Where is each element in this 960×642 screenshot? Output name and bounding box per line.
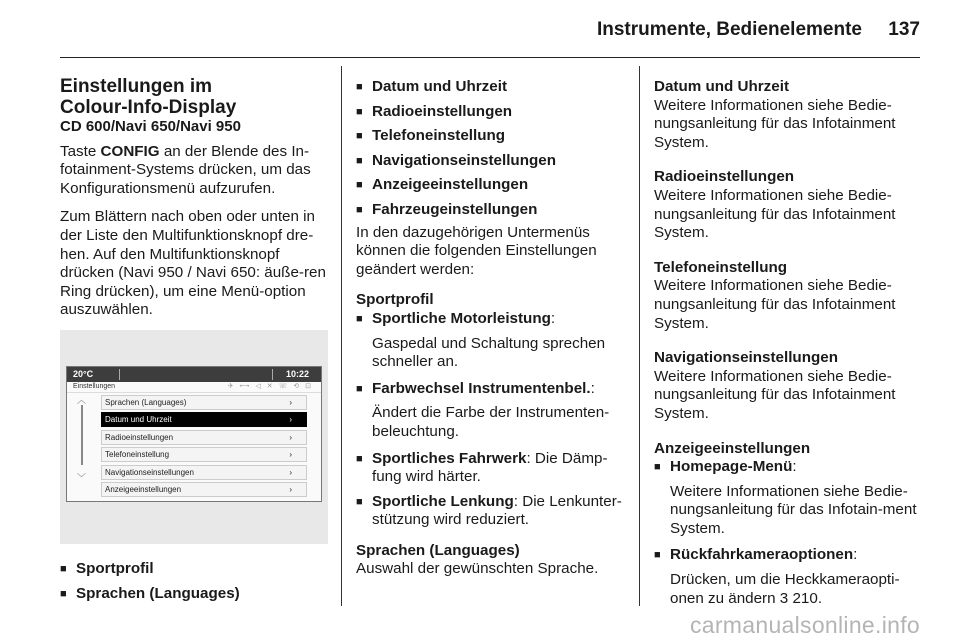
chevron-right-icon: ›: [289, 467, 292, 477]
bullet-icon: ■: [356, 495, 363, 508]
list-item: [654, 458, 922, 477]
menu-title: Einstellungen: [73, 382, 116, 390]
column-divider-2: [639, 66, 640, 606]
option-description: [670, 571, 922, 608]
option-label: Sportliches Fahrwerk: [372, 449, 527, 467]
radio-text: Weitere Informationen siehe Bedie-nungsanleitung für das Infotainment System.: [654, 186, 896, 242]
option-sep: :: [590, 379, 595, 397]
navigation-text: Weitere Informationen siehe Bedie-nungsanleitung für das Infotainment System.: [654, 367, 896, 422]
navigation-heading: Navigationseinstellungen: [654, 349, 838, 367]
section-title-line-1: Einstellungen im: [60, 76, 213, 97]
status-separator: [119, 369, 120, 380]
list-item: [356, 127, 624, 146]
date-time-text: Weitere Informationen siehe Bedie-nungsanleitung für das Infotainment System.: [654, 96, 896, 151]
menu-item-label: Sprachen (Languages): [105, 397, 187, 407]
section-title: [60, 76, 328, 118]
list-item-label: Datum und Uhrzeit: [372, 78, 507, 95]
list-item-label: Sprachen (Languages): [76, 584, 240, 602]
page-header: [60, 0, 920, 58]
page-reference[interactable]: 210: [792, 589, 818, 607]
bullet-icon: ■: [356, 312, 363, 325]
option-description-text: Drücken, um die Heckkameraopti-onen zu ändern: [670, 571, 900, 607]
option-label: Rückfahrkameraoptionen: [670, 546, 854, 564]
chevron-right-icon: ›: [289, 485, 292, 495]
option-sep: :: [526, 449, 531, 467]
column-2: [356, 78, 624, 579]
scrollbar[interactable]: [81, 405, 83, 465]
menu-item-display[interactable]: [101, 482, 307, 497]
header-title: Instrumente, Bedienelemente: [596, 19, 862, 40]
menu-item-label: Navigationseinstellungen: [105, 467, 194, 477]
config-key: CONFIG: [100, 142, 160, 160]
chevron-right-icon: ›: [289, 432, 292, 442]
bullet-icon: ■: [356, 452, 363, 465]
list-item-label: Fahrzeugeinstellungen: [372, 200, 538, 218]
option-inline-text: Die Dämp-fung wird härter.: [372, 449, 608, 486]
option-description: Weitere Informationen siehe Bedie-nungsanleitung für das Infotain-ment System.: [670, 482, 917, 537]
section-title-line-2: Colour-Info-Display: [60, 97, 237, 118]
column-3: [654, 78, 922, 616]
option-sep: :: [550, 309, 556, 327]
chevron-right-icon: ›: [289, 450, 292, 460]
menu-item-label: Anzeigeeinstellungen: [105, 485, 182, 495]
option-description: Ändert die Farbe der Instrumenten-beleuchtung.: [372, 404, 610, 440]
languages-heading: Sprachen (Languages): [356, 541, 520, 559]
list-item: [356, 450, 624, 487]
option-sep: :: [853, 546, 858, 564]
list-item-label: Navigationseinstellungen: [372, 151, 556, 169]
list-item: [356, 310, 624, 329]
scroll-paragraph: Zum Blättern nach oben oder unten in der Liste den Multifunktionsknopf dre-hen. Auf den Multifunktionsknopf drücken (Navi 950 / Navi 650: äuße-ren Ring drücken), um eine Menü-option auszuwählen.: [60, 208, 326, 319]
bullet-icon: ■: [356, 203, 363, 216]
header-rule: [60, 57, 920, 58]
display-screenshot: [60, 330, 328, 544]
bullet-icon: ■: [60, 587, 67, 600]
option-inline-text: Die Lenkunter-stützung wird reduziert.: [372, 492, 622, 529]
option-label: Sportliche Motorleistung: [372, 309, 551, 327]
sportprofil-heading: Sportprofil: [356, 291, 434, 309]
option-description: Gaspedal und Schaltung sprechen schneller an.: [372, 334, 606, 371]
column-1: [60, 64, 328, 609]
list-item: [356, 103, 624, 122]
settings-menu-list: [101, 395, 307, 500]
list-item: [356, 493, 624, 530]
bullet-icon: ■: [356, 179, 363, 192]
bullet-icon: ■: [356, 81, 363, 93]
bullet-icon: ■: [356, 130, 363, 143]
menu-item-radio[interactable]: [101, 430, 307, 445]
chevron-right-icon: ›: [289, 415, 292, 425]
watermark: carmanualsonline.info: [689, 612, 920, 638]
radio-heading: Radioeinstellungen: [654, 168, 795, 186]
config-paragraph: [60, 143, 328, 199]
list-item-label: Telefoneinstellung: [372, 127, 506, 145]
menu-item-label: Datum und Uhrzeit: [105, 415, 172, 425]
model-subtitle: CD 600/Navi 650/Navi 950: [60, 118, 241, 135]
bullet-icon: ■: [654, 549, 661, 562]
menu-item-phone[interactable]: [101, 447, 307, 462]
config-text-post: an der Blende des In-fotainment-Systems drücken, um das Konfigurationsmenü aufzurufen.: [60, 142, 311, 197]
list-item: [356, 380, 624, 399]
status-icons: ✈ ⟷ ◁ ✕ ☏ ⟲ ⊡: [227, 382, 313, 390]
list-item: [60, 560, 328, 579]
temperature: 20°C: [73, 368, 94, 379]
list-item: [60, 585, 328, 604]
option-sep: :: [513, 492, 518, 510]
bullet-icon: ■: [60, 562, 67, 575]
option-label: Farbwechsel Instrumentenbel.: [372, 379, 591, 397]
phone-heading: Telefoneinstellung: [654, 258, 788, 276]
menu-item-label: Telefoneinstellung: [105, 450, 170, 460]
display-status-bar: [67, 367, 321, 382]
list-item-label: Anzeigeeinstellungen: [372, 176, 529, 194]
sentence-end: .: [817, 589, 823, 607]
list-item: [356, 78, 624, 97]
list-item: [356, 176, 624, 195]
menu-item-navigation[interactable]: [101, 465, 307, 480]
page-number: 137: [888, 19, 920, 40]
bullet-icon: ■: [356, 154, 363, 167]
menu-title-bar: [67, 382, 321, 393]
bullet-icon: ■: [356, 105, 363, 118]
scroll-up-icon[interactable]: ︿: [77, 394, 87, 405]
menu-item-date-time[interactable]: [101, 412, 307, 427]
list-item: [356, 201, 624, 220]
list-item-label: Radioeinstellungen: [372, 102, 513, 120]
column-divider-1: [341, 66, 342, 606]
list-item-label: Sportprofil: [76, 559, 154, 577]
menu-item-label: Radioeinstellungen: [105, 432, 174, 442]
clock: 10:22: [285, 368, 309, 379]
submenu-intro: In den dazugehörigen Untermenüs können die folgenden Einstellungen geändert werden:: [356, 223, 597, 278]
menu-item-languages[interactable]: [101, 395, 307, 410]
option-label: Homepage-Menü: [670, 458, 793, 476]
bullet-icon: ■: [654, 461, 661, 474]
page-reference-icon: 3: [779, 589, 789, 607]
status-separator: [272, 369, 273, 380]
date-time-heading: Datum und Uhrzeit: [654, 78, 789, 95]
bullet-icon: ■: [356, 382, 363, 395]
list-item: [356, 152, 624, 171]
phone-text: Weitere Informationen siehe Bedie-nungsanleitung für das Infotainment System.: [654, 277, 896, 332]
scroll-down-icon[interactable]: ﹀: [77, 472, 87, 483]
info-display: [66, 366, 322, 502]
chevron-right-icon: ›: [289, 397, 292, 407]
display-heading: Anzeigeeinstellungen: [654, 439, 811, 457]
option-sep: :: [792, 458, 797, 476]
config-text-pre: Taste: [60, 142, 101, 160]
languages-text: Auswahl der gewünschten Sprache.: [356, 560, 599, 578]
option-label: Sportliche Lenkung: [372, 492, 514, 510]
list-item: [654, 546, 922, 565]
